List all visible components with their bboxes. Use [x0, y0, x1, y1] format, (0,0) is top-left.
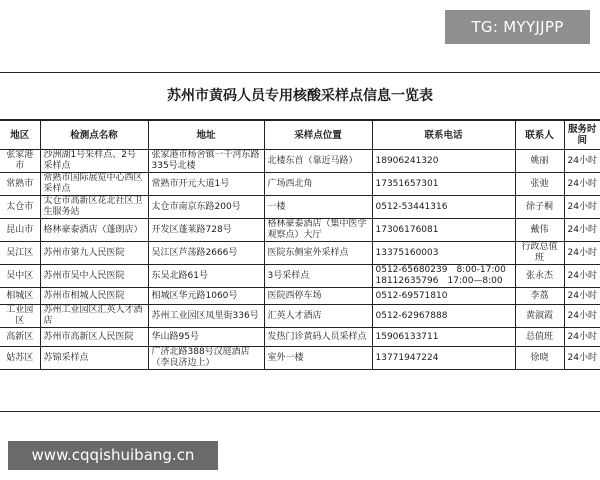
- cell-hours: 24小时: [564, 265, 600, 288]
- cell-site-name: 苏州市吴中人民医院: [40, 265, 148, 288]
- cell-phone: [372, 265, 515, 288]
- cell-address: 吴江区芦荡路2666号: [148, 242, 264, 265]
- cell-site-name: 格林豪泰酒店（蓬朗店）: [40, 219, 148, 242]
- cell-address: 相城区华元路1060号: [148, 288, 264, 305]
- cell-address: 太仓市南京东路200号: [148, 196, 264, 219]
- cell-district: 昆山市: [0, 219, 40, 242]
- cell-phone: 17306176081: [372, 219, 515, 242]
- cell-contact: 李荔: [515, 288, 564, 305]
- cell-contact: 徐晓: [515, 347, 564, 370]
- cell-location: 北楼东首（靠近马路）: [264, 150, 372, 173]
- cell-district: 太仓市: [0, 196, 40, 219]
- header-district: 地区: [0, 121, 40, 150]
- cell-hours: 24小时: [564, 288, 600, 305]
- cell-contact: 行政总值班: [515, 242, 564, 265]
- header-phone: 联系电话: [372, 121, 515, 150]
- cell-location: 室外一楼: [264, 347, 372, 370]
- header-hours: 服务时间: [564, 121, 600, 150]
- cell-location: 发热门诊黄码人员采样点: [264, 328, 372, 347]
- header-address: 地址: [148, 121, 264, 150]
- cell-location: 广场西北角: [264, 173, 372, 196]
- cell-contact: 总值班: [515, 328, 564, 347]
- cell-hours: 24小时: [564, 196, 600, 219]
- watermark-bottom: www.cqqishuibang.cn: [8, 441, 218, 470]
- table-row: [0, 305, 600, 328]
- table-row: [0, 219, 600, 242]
- cell-hours: 24小时: [564, 173, 600, 196]
- sampling-sites-sheet: [0, 72, 600, 412]
- cell-hours: 24小时: [564, 242, 600, 265]
- cell-contact: 姚丽: [515, 150, 564, 173]
- sites-table: [0, 120, 600, 370]
- cell-address: 东吴北路61号: [148, 265, 264, 288]
- cell-location: 医院东侧室外采样点: [264, 242, 372, 265]
- cell-contact: 徐子桐: [515, 196, 564, 219]
- cell-address: 张家港市杨舍镇一干河东路335号北楼: [148, 150, 264, 173]
- cell-phone: 0512-69571810: [372, 288, 515, 305]
- cell-hours: 24小时: [564, 347, 600, 370]
- cell-site-name: 苏州市高新区人民医院: [40, 328, 148, 347]
- table-row: [0, 242, 600, 265]
- cell-site-name: 苏州市第九人民医院: [40, 242, 148, 265]
- phone-line-1: 0512-65680239 8:00-17:00: [375, 265, 506, 275]
- cell-phone: 17351657301: [372, 173, 515, 196]
- header-site-name: 检测点名称: [40, 121, 148, 150]
- cell-phone: 0512-62967888: [372, 305, 515, 328]
- cell-site-name: 苏州市相城人民医院: [40, 288, 148, 305]
- header-contact: 联系人: [515, 121, 564, 150]
- cell-district: 吴中区: [0, 265, 40, 288]
- table-row: [0, 150, 600, 173]
- cell-phone: 15906133711: [372, 328, 515, 347]
- cell-location: 汇英人才酒店: [264, 305, 372, 328]
- cell-location: 一楼: [264, 196, 372, 219]
- cell-contact: 张弛: [515, 173, 564, 196]
- cell-district: 工业园区: [0, 305, 40, 328]
- cell-contact: 黄淑霞: [515, 305, 564, 328]
- cell-location: 医院西停车场: [264, 288, 372, 305]
- cell-address: 苏州工业园区凤里街336号: [148, 305, 264, 328]
- cell-hours: 24小时: [564, 305, 600, 328]
- cell-address: 广济北路388号汉庭酒店（李良济边上）: [148, 347, 264, 370]
- cell-phone: 13771947224: [372, 347, 515, 370]
- cell-site-name: 常熟市国际展览中心西区采样点: [40, 173, 148, 196]
- table-row: [0, 196, 600, 219]
- cell-district: 吴江区: [0, 242, 40, 265]
- cell-site-name: 太仓市高新区花北社区卫生服务站: [40, 196, 148, 219]
- header-location: 采样点位置: [264, 121, 372, 150]
- cell-district: 常熟市: [0, 173, 40, 196]
- cell-location: 格林豪泰酒店（集中医学观察点）大厅: [264, 219, 372, 242]
- cell-phone: 13375160003: [372, 242, 515, 265]
- cell-hours: 24小时: [564, 219, 600, 242]
- cell-address: 开发区蓬莱路728号: [148, 219, 264, 242]
- cell-contact: 戴伟: [515, 219, 564, 242]
- cell-hours: 24小时: [564, 328, 600, 347]
- cell-address: 华山路95号: [148, 328, 264, 347]
- cell-site-name: 苏州工业园区汇英人才酒店: [40, 305, 148, 328]
- cell-district: 张家港市: [0, 150, 40, 173]
- table-row: [0, 347, 600, 370]
- table-row: [0, 288, 600, 305]
- cell-district: 高新区: [0, 328, 40, 347]
- table-row: [0, 328, 600, 347]
- table-header-row: [0, 121, 600, 150]
- cell-location: 3号采样点: [264, 265, 372, 288]
- cell-site-name: 苏锦采样点: [40, 347, 148, 370]
- cell-contact: 张永杰: [515, 265, 564, 288]
- cell-phone: 18906241320: [372, 150, 515, 173]
- table-row: [0, 173, 600, 196]
- page-title: 苏州市黄码人员专用核酸采样点信息一览表: [0, 73, 600, 120]
- cell-hours: 24小时: [564, 150, 600, 173]
- table-row: [0, 265, 600, 288]
- watermark-top: TG: MYYJJPP: [445, 10, 590, 44]
- cell-district: 姑苏区: [0, 347, 40, 370]
- cell-phone: 0512-53441316: [372, 196, 515, 219]
- cell-district: 相城区: [0, 288, 40, 305]
- phone-line-2: 18112635796 17:00—8:00: [375, 276, 503, 286]
- cell-site-name: 沙洲湖1号采样点、2号采样点: [40, 150, 148, 173]
- cell-address: 常熟市开元大道1号: [148, 173, 264, 196]
